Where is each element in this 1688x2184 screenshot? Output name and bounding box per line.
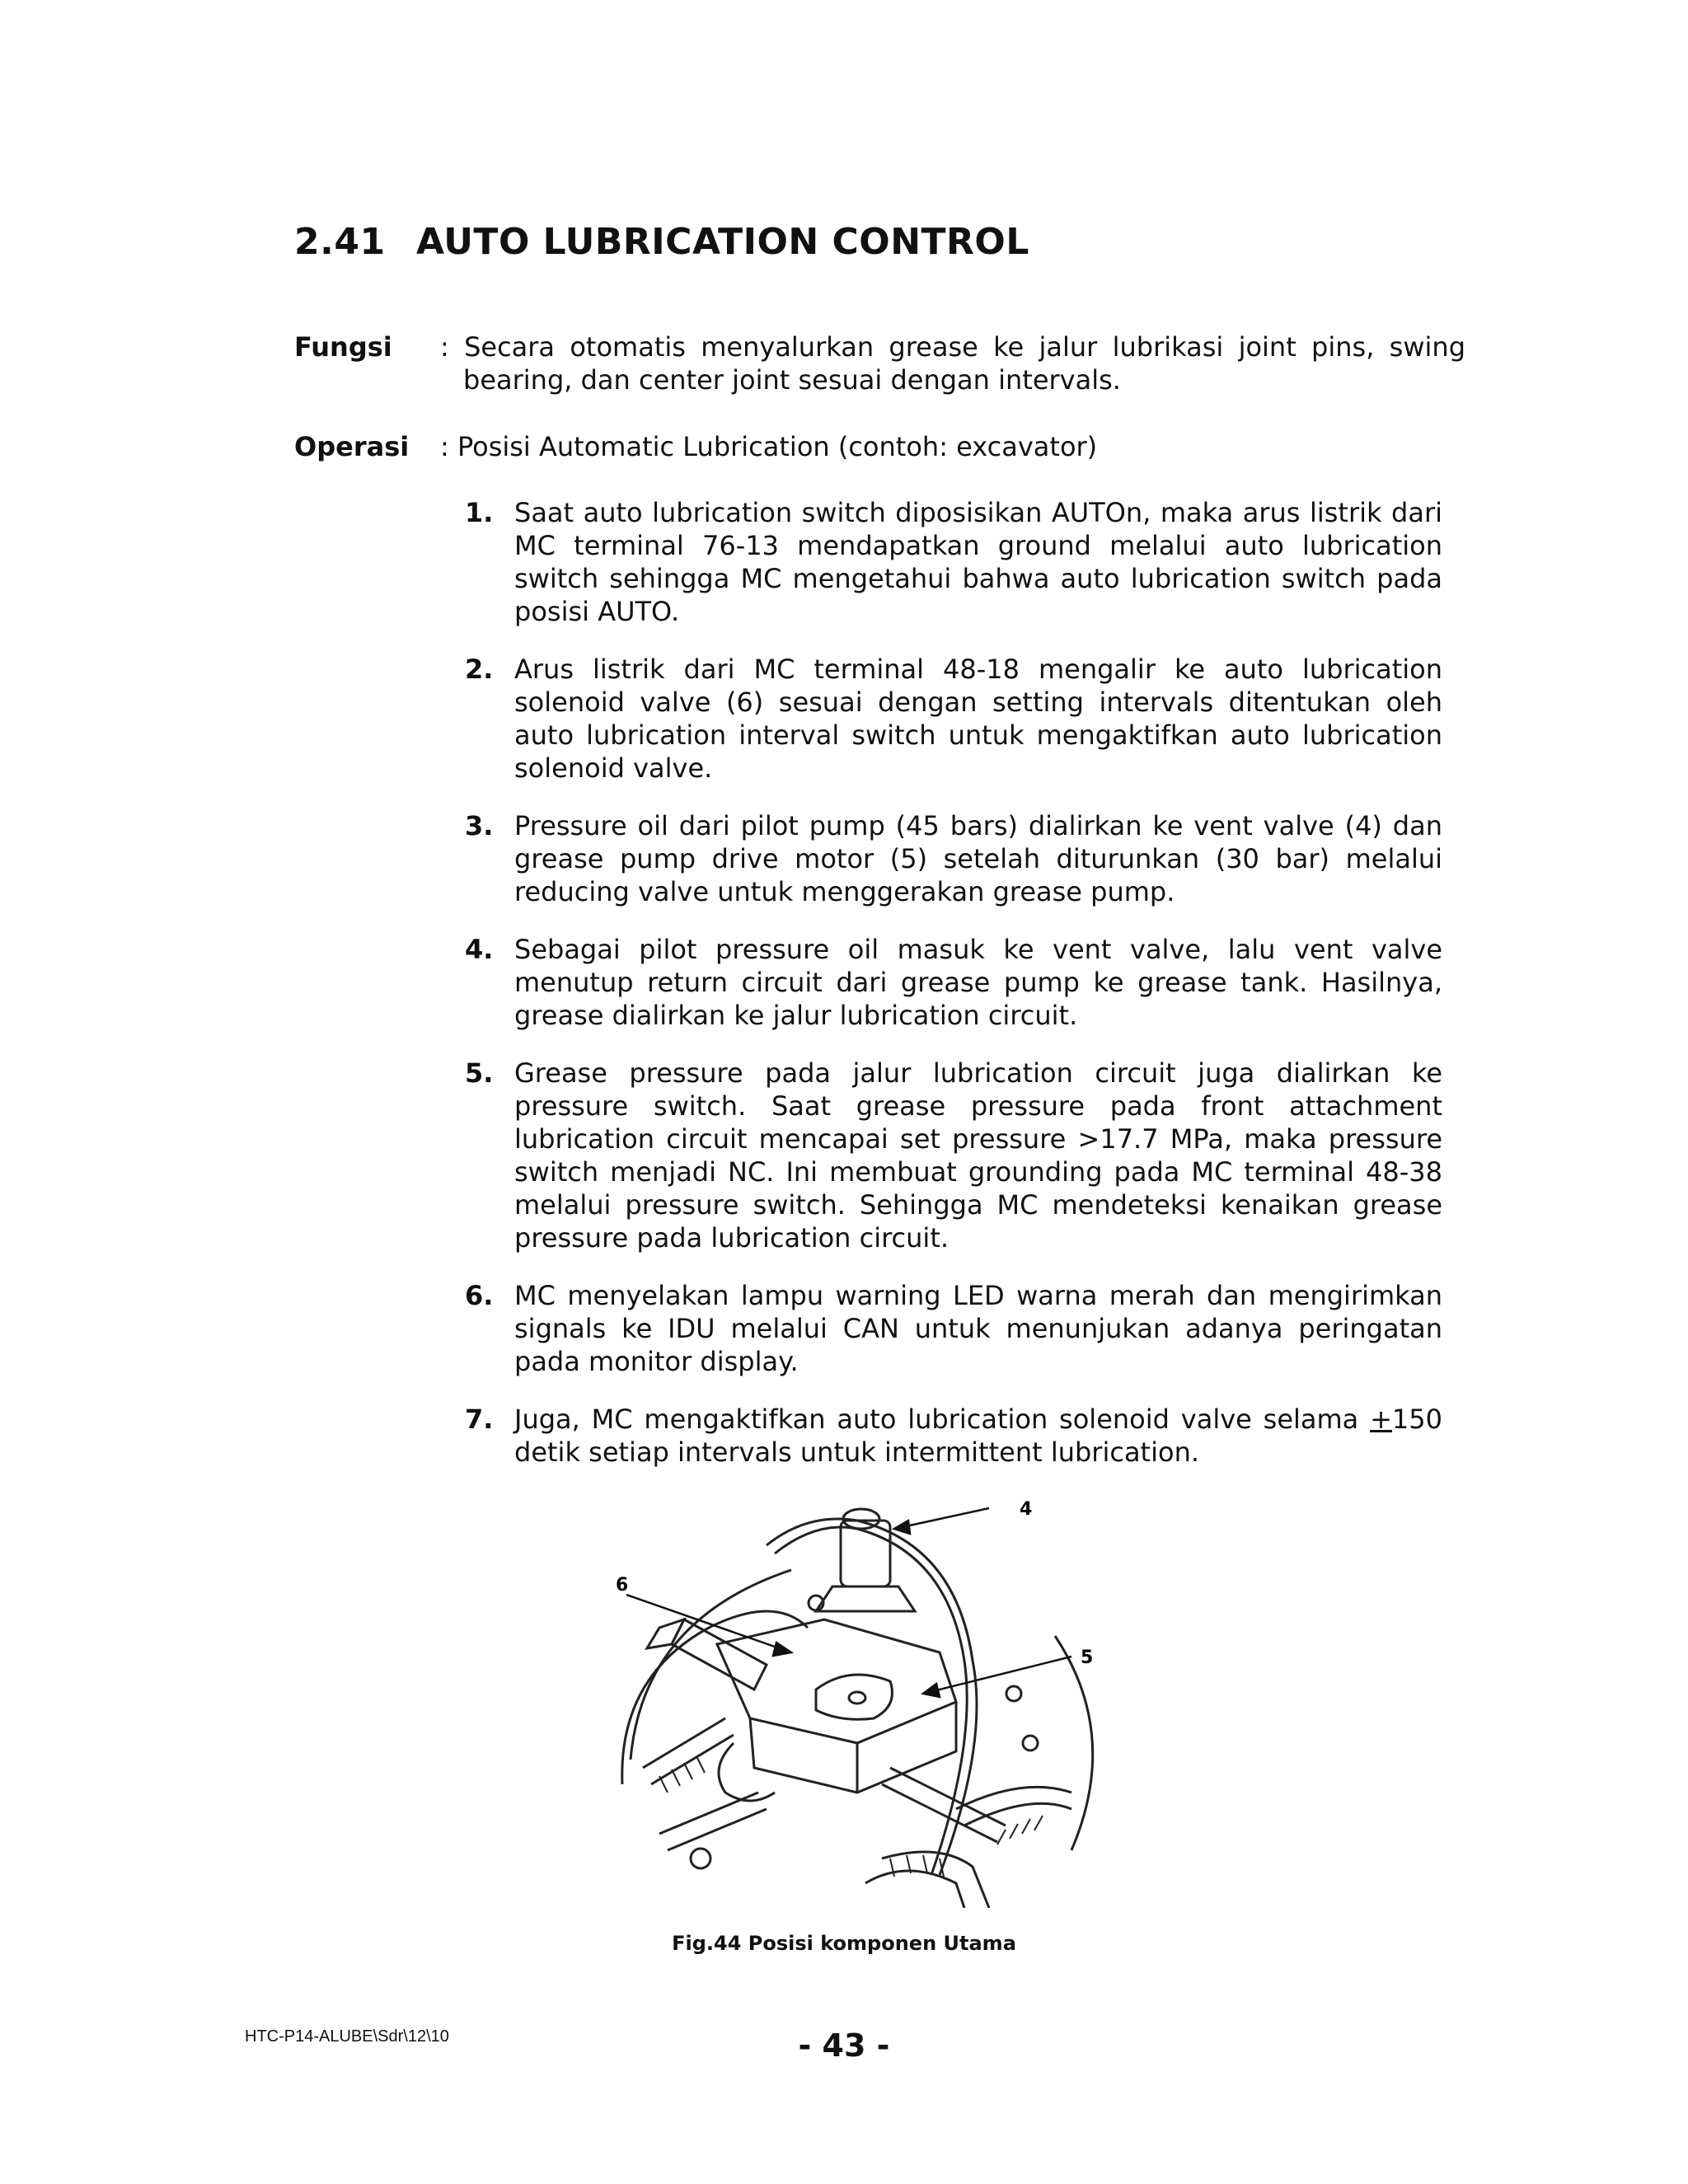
- callout-4: 4: [1020, 1499, 1033, 1520]
- section-heading: [294, 221, 1029, 263]
- step-item: [465, 1057, 1442, 1254]
- step-text: Grease pressure pada jalur lubrication circuit juga dialirkan ke pressure switch. Saat grease pressure pada front attachment lubrication circuit mencapai set pressure >17.7 MPa, maka pressure switch menjadi NC. Ini membuat grounding pada MC terminal 48-38 melalui pressure switch. Sehingga MC mendeteksi kenaikan grease pressure pada lubrication circuit.: [514, 1057, 1442, 1254]
- document-code: HTC-P14-ALUBE\Sdr\12\10: [245, 2027, 449, 2046]
- step-text: MC menyelakan lampu warning LED warna merah dan mengirimkan signals ke IDU melalui CAN untuk menunjukan adanya peringatan pada monitor display.: [514, 1280, 1442, 1377]
- step-item: [465, 933, 1442, 1032]
- component-diagram: [610, 1496, 1121, 1908]
- section-number: 2.41: [294, 221, 386, 263]
- step-text: Arus listrik dari MC terminal 48-18 mengalir ke auto lubrication solenoid valve (6) sesuai dengan setting intervals ditentukan oleh auto lubrication interval switch untuk mengaktifkan auto lubrication solenoid valve.: [514, 654, 1442, 784]
- plus-minus-symbol: +: [1370, 1404, 1392, 1435]
- step-number: 7.: [465, 1404, 494, 1435]
- step-text-part: 150 detik setiap intervals untuk intermittent lubrication.: [514, 1404, 1442, 1468]
- operasi-label: Operasi: [294, 431, 410, 462]
- step-number: 2.: [465, 654, 494, 685]
- step-text-part: Juga, MC mengaktifkan auto lubrication solenoid valve selama: [514, 1404, 1371, 1435]
- fungsi-text: : Secara otomatis menyalurkan grease ke jalur lubrikasi joint pins, swing bearing, dan center joint sesuai dengan intervals.: [440, 331, 1465, 396]
- step-item: [465, 653, 1442, 785]
- step-number: 6.: [465, 1280, 494, 1311]
- step-text: Saat auto lubrication switch diposisikan AUTOn, maka arus listrik dari MC terminal 76-13 mendapatkan ground melalui auto lubrication switch sehingga MC mengetahui bahwa auto lubrication switch pada posisi AUTO.: [514, 497, 1442, 627]
- step-item: [465, 809, 1442, 908]
- grease-pump-drawing: [610, 1496, 1121, 1908]
- page-number: - 43 -: [798, 2027, 890, 2064]
- callout-5: 5: [1081, 1647, 1094, 1668]
- step-number: 5.: [465, 1057, 494, 1089]
- operation-steps: [465, 496, 1442, 1493]
- figure-caption: Fig.44 Posisi komponen Utama: [672, 1932, 1016, 1955]
- step-text: Sebagai pilot pressure oil masuk ke vent valve, lalu vent valve menutup return circuit dari grease pump ke grease tank. Hasilnya, grease dialirkan ke jalur lubrication circuit.: [514, 934, 1442, 1031]
- callout-6: 6: [616, 1575, 629, 1596]
- step-number: 3.: [465, 810, 494, 841]
- step-item: [465, 1279, 1442, 1378]
- fungsi-label: Fungsi: [294, 331, 392, 363]
- step-number: 1.: [465, 497, 494, 528]
- step-text: [514, 1403, 1442, 1469]
- operasi-text: : Posisi Automatic Lubrication (contoh: excavator): [440, 431, 1098, 462]
- step-text: Pressure oil dari pilot pump (45 bars) dialirkan ke vent valve (4) dan grease pump drive motor (5) setelah diturunkan (30 bar) melalui reducing valve untuk menggerakan grease pump.: [514, 810, 1442, 907]
- step-item: [465, 496, 1442, 628]
- section-title: AUTO LUBRICATION CONTROL: [416, 221, 1029, 263]
- step-item: [465, 1403, 1442, 1469]
- step-number: 4.: [465, 934, 494, 965]
